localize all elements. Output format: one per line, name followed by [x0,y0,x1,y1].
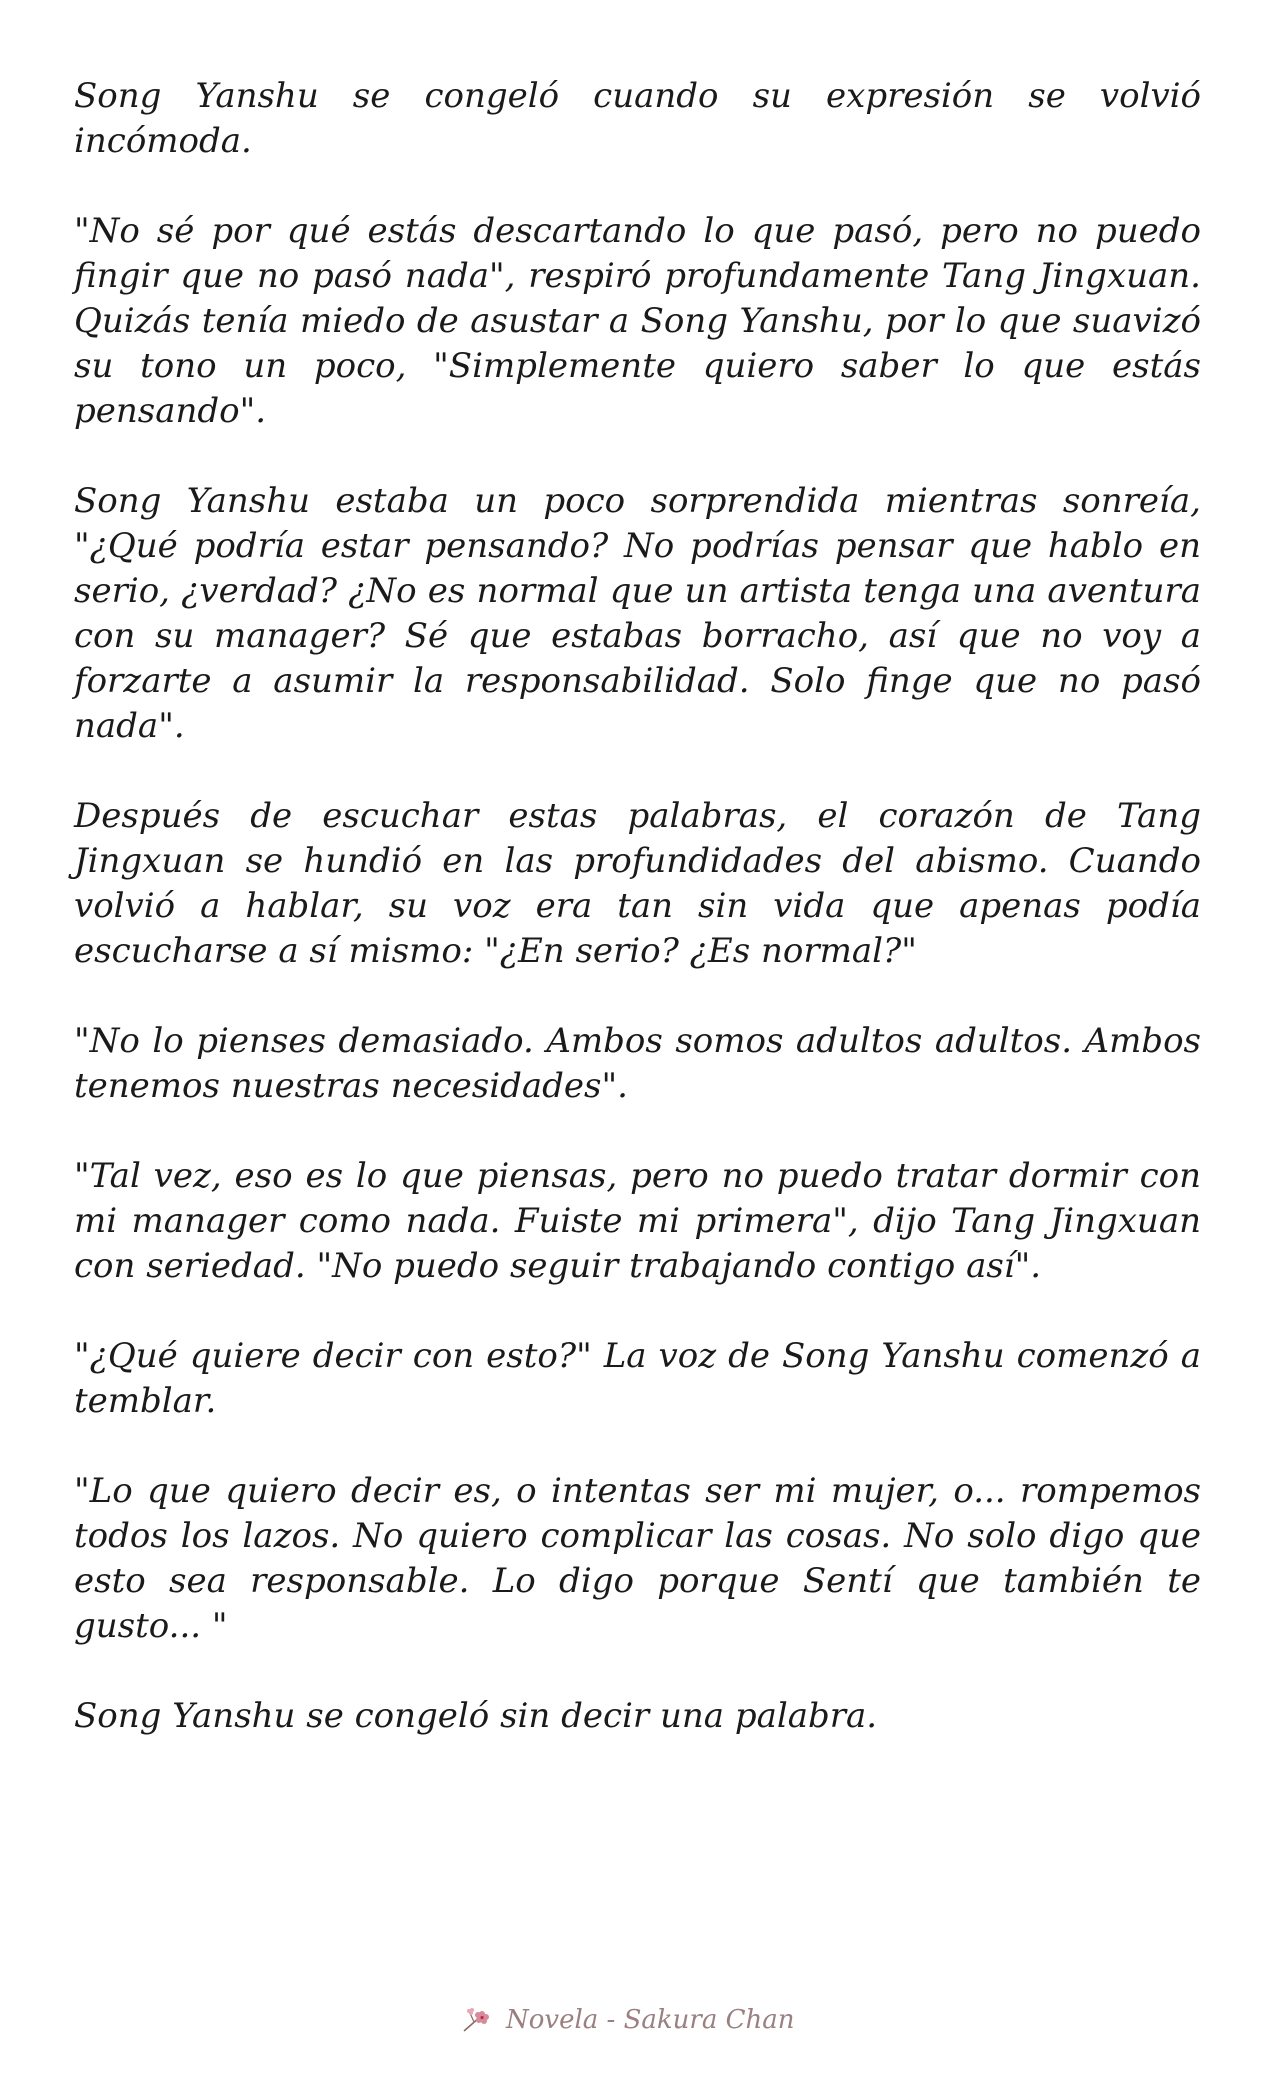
paragraph-8: "Lo que quiero decir es, o intentas ser mi mujer, o... rompemos todos los lazos. No quiero complicar las cosas. No solo digo que esto sea responsable. Lo digo porque Sentí que también te gusto... " [74,1471,1201,1646]
paragraph-5: "No lo pienses demasiado. Ambos somos adultos adultos. Ambos tenemos nuestras necesidades". [74,1021,1201,1106]
paragraph-9: Song Yanshu se congeló sin decir una palabra. [74,1696,878,1736]
watermark [460,1998,840,2042]
sakura-blossom-icon [460,2005,496,2035]
paragraph-4: Después de escuchar estas palabras, el corazón de Tang Jingxuan se hundió en las profundidades del abismo. Cuando volvió a hablar, su voz era tan sin vida que apenas podía escucharse a sí mismo: "¿En serio? ¿Es normal?" [74,796,1201,971]
paragraph-1: Song Yanshu se congeló cuando su expresión se volvió incómoda. [74,76,1201,161]
paragraph-6: "Tal vez, eso es lo que piensas, pero no puedo tratar dormir con mi manager como nada. Fuiste mi primera", dijo Tang Jingxuan con seriedad. "No puedo seguir trabajando contigo así". [74,1156,1201,1286]
paragraph-7: "¿Qué quiere decir con esto?" La voz de Song Yanshu comenzó a temblar. [74,1336,1201,1421]
story-text [74,74,1201,1739]
paragraph-3: Song Yanshu estaba un poco sorprendida mientras sonreía, "¿Qué podría estar pensando? No podrías pensar que hablo en serio, ¿verdad? ¿No es normal que un artista tenga una aventura con su manager? Sé que estabas borracho, así que no voy a forzarte a asumir la responsabilidad. Solo finge que no pasó nada". [74,481,1201,746]
watermark-text: Novela - Sakura Chan [506,2005,795,2035]
paragraph-2: "No sé por qué estás descartando lo que pasó, pero no puedo fingir que no pasó nada", respiró profundamente Tang Jingxuan. Quizás tenía miedo de asustar a Song Yanshu, por lo que suavizó su tono un poco, "Simplemente quiero saber lo que estás pensando". [74,211,1201,431]
